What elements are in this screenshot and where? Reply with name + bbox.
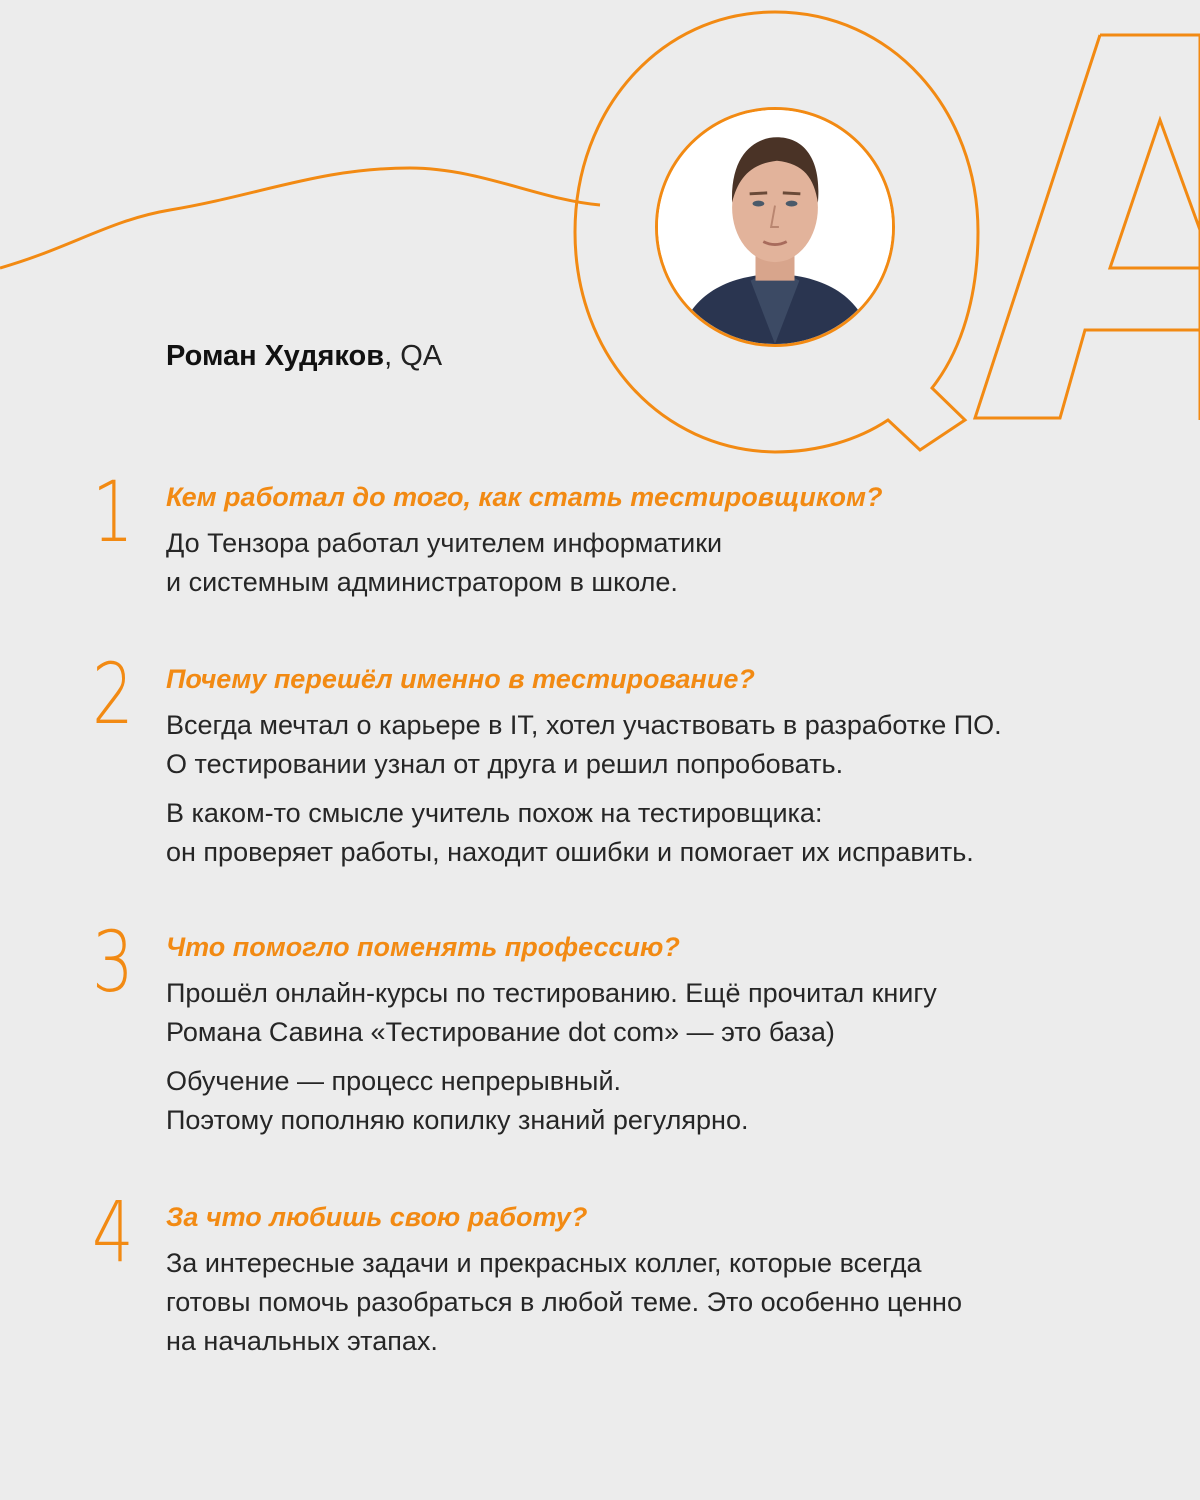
answer: [166, 524, 1126, 612]
answer-line: он проверяет работы, находит ошибки и помогает их исправить.: [166, 837, 974, 867]
question-text: За что любишь свою работу?: [166, 1202, 588, 1232]
person-name: Роман Худяков: [166, 340, 385, 372]
answer-line: Романа Савина «Тестирование dot com» — это база): [166, 1017, 835, 1047]
answer-line: За интересные задачи и прекрасных коллег, которые всегда: [166, 1248, 922, 1278]
answer-paragraph: [166, 1062, 1126, 1140]
answer-line: Обучение — процесс непрерывный.: [166, 1066, 622, 1096]
answer: [166, 974, 1126, 1150]
answer-line: Поэтому пополняю копилку знаний регулярно.: [166, 1105, 749, 1135]
name-separator: ,: [384, 340, 401, 372]
answer-line: До Тензора работал учителем информатики: [166, 528, 723, 558]
question-text: Кем работал до того, как стать тестировщиком?: [166, 482, 883, 512]
answer-line: О тестировании узнал от друга и решил попробовать.: [166, 749, 844, 779]
wave-line: [0, 168, 600, 268]
answer-line: на начальных этапах.: [166, 1326, 438, 1356]
answer-line: В каком-то смысле учитель похож на тестировщика:: [166, 798, 823, 828]
question-number: 3: [92, 913, 134, 1011]
person-heading: [166, 336, 442, 376]
question-number: 2: [92, 645, 134, 743]
question-text: Почему перешёл именно в тестирование?: [166, 664, 755, 694]
answer-line: Прошёл онлайн-курсы по тестированию. Ещё прочитал книгу: [166, 978, 937, 1008]
answer-line: и системным администратором в школе.: [166, 567, 678, 597]
question-number: 1: [92, 463, 134, 561]
answer: [166, 1244, 1126, 1371]
answer-paragraph: [166, 1244, 1126, 1361]
answer-paragraph: [166, 974, 1126, 1052]
question-text: Что помогло поменять профессию?: [166, 932, 680, 962]
person-role: QA: [400, 340, 443, 372]
answer-paragraph: [166, 524, 1126, 602]
avatar-photo: [655, 107, 895, 347]
answer-line: готовы помочь разобраться в любой теме. Это особенно ценно: [166, 1287, 962, 1317]
letter-a-outline: [975, 35, 1200, 420]
portrait-icon: [658, 110, 892, 344]
answer-paragraph: [166, 706, 1126, 784]
question-number: 4: [92, 1183, 134, 1281]
answer-paragraph: [166, 794, 1126, 872]
answer-line: Всегда мечтал о карьере в IT, хотел участвовать в разработке ПО.: [166, 710, 1002, 740]
answer: [166, 706, 1126, 882]
